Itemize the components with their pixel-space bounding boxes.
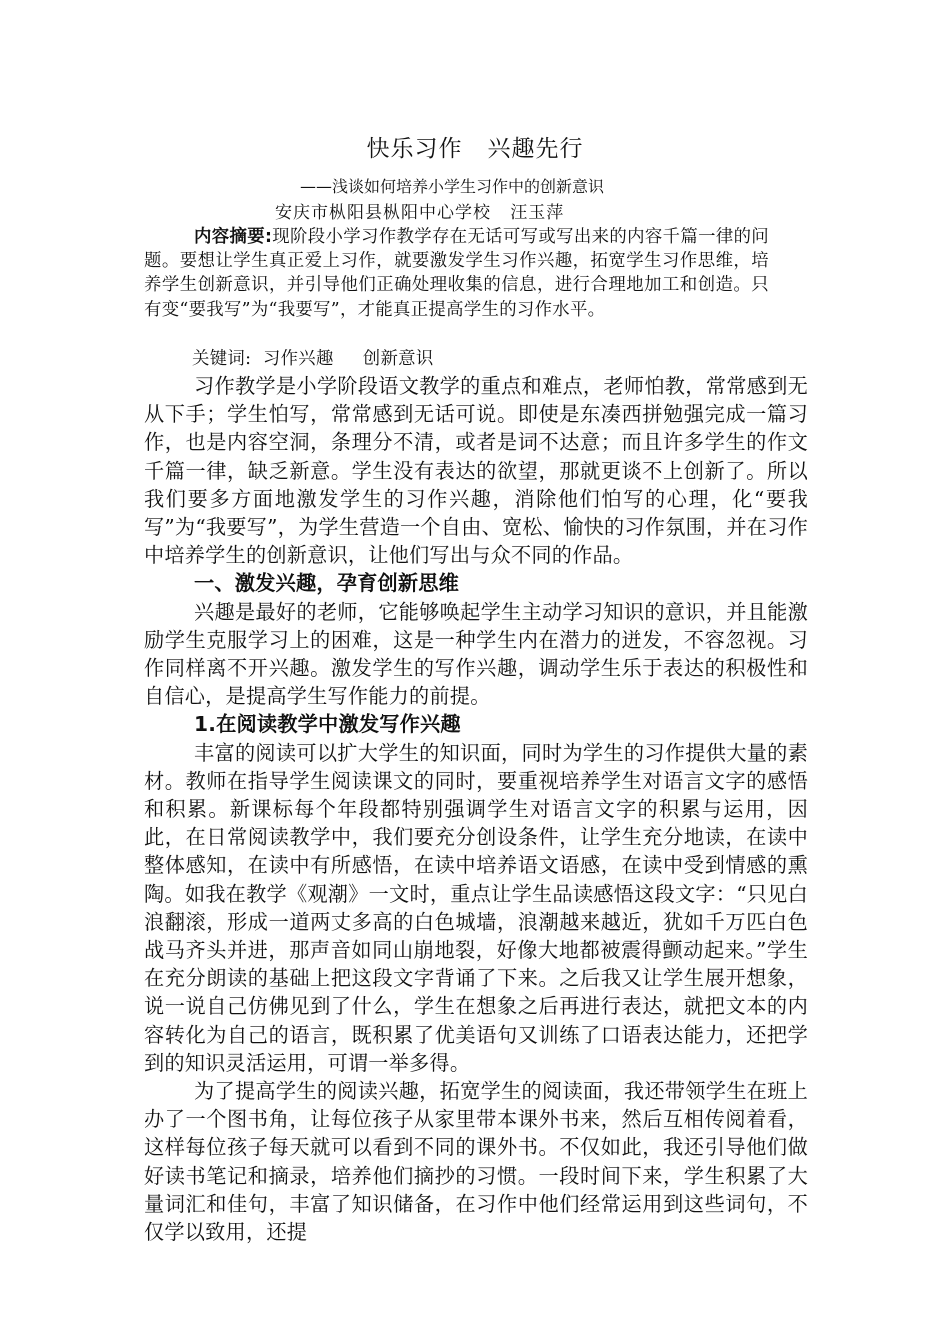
author-line: 安庆市枞阳县枞阳中心学校 汪玉萍	[275, 203, 565, 223]
keywords-line: 关键词: 习作兴趣 创新意识	[192, 349, 434, 369]
abstract-text: 现阶段小学习作教学存在无话可写或写出来的内容千篇一律的问题。要想让学生真正爱上习作，就要激发学生习作兴趣，拓宽学生习作思维，培养学生创新意识，并引导他们正确处理收集的信息，进行合理地加工和创造。只有变“要我写”为“我要写”，才能真正提高学生的习作水平。	[144, 227, 769, 320]
abstract-label: 内容摘要:	[194, 227, 273, 247]
subsection-heading: 1.在阅读教学中激发写作兴趣	[194, 712, 461, 737]
document-title: 快乐习作 兴趣先行	[366, 136, 584, 162]
section-heading: 一、激发兴趣，孕育创新思维	[194, 571, 460, 596]
body-text	[144, 372, 808, 1246]
paragraph: 习作教学是小学阶段语文教学的重点和难点，老师怕教，常常感到无从下手；学生怕写，常常感到无话可说。即使是东凑西拼勉强完成一篇习作，也是内容空洞，条理分不清，或者是词不达意；而且许多学生的作文千篇一律，缺乏新意。学生没有表达的欲望，那就更谈不上创新了。所以我们要多方面地激发学生的习作兴趣，消除他们怕写的心理，化“要我写”为“我要写”，为学生营造一个自由、宽松、愉快的习作氛围，并在习作中培养学生的创新意识，让他们写出与众不同的作品。	[144, 374, 808, 568]
paragraph: 兴趣是最好的老师，它能够唤起学生主动学习知识的意识，并且能激励学生克服学习上的困难，这是一种学生内在潜力的迸发，不容忽视。习作同样离不开兴趣。激发学生的写作兴趣，调动学生乐于表达的积极性和自信心，是提高学生写作能力的前提。	[144, 599, 808, 709]
document-subtitle: ——浅谈如何培养小学生习作中的创新意识	[300, 177, 605, 196]
abstract	[144, 225, 769, 322]
paragraph: 为了提高学生的阅读兴趣，拓宽学生的阅读面，我还带领学生在班上办了一个图书角，让每位孩子从家里带本课外书来，然后互相传阅着看，这样每位孩子每天就可以看到不同的课外书。不仅如此，我还引导他们做好读书笔记和摘录，培养他们摘抄的习惯。一段时间下来，学生积累了大量词汇和佳句，丰富了知识储备，在习作中他们经常运用到这些词句，不仅学以致用，还提	[144, 1079, 808, 1245]
paragraph: 丰富的阅读可以扩大学生的知识面，同时为学生的习作提供大量的素材。教师在指导学生阅读课文的同时，要重视培养学生对语言文字的感悟和积累。新课标每个年段都特别强调学生对语言文字的积累与运用，因此，在日常阅读教学中，我们要充分创设条件，让学生充分地读，在读中整体感知，在读中有所感悟，在读中培养语文语感，在读中受到情感的熏陶。如我在教学《观潮》一文时，重点让学生品读感悟这段文字：“只见白浪翻滚，形成一道两丈多高的白色城墙，浪潮越来越近，犹如千万匹白色战马齐头并进，那声音如同山崩地裂，好像大地都被震得颤动起来。”学生在充分朗读的基础上把这段文字背诵了下来。之后我又让学生展开想象，说一说自己仿佛见到了什么，学生在想象之后再进行表达，就把文本的内容转化为自己的语言，既积累了优美语句又训练了口语表达能力，还把学到的知识灵活运用，可谓一举多得。	[144, 740, 808, 1075]
